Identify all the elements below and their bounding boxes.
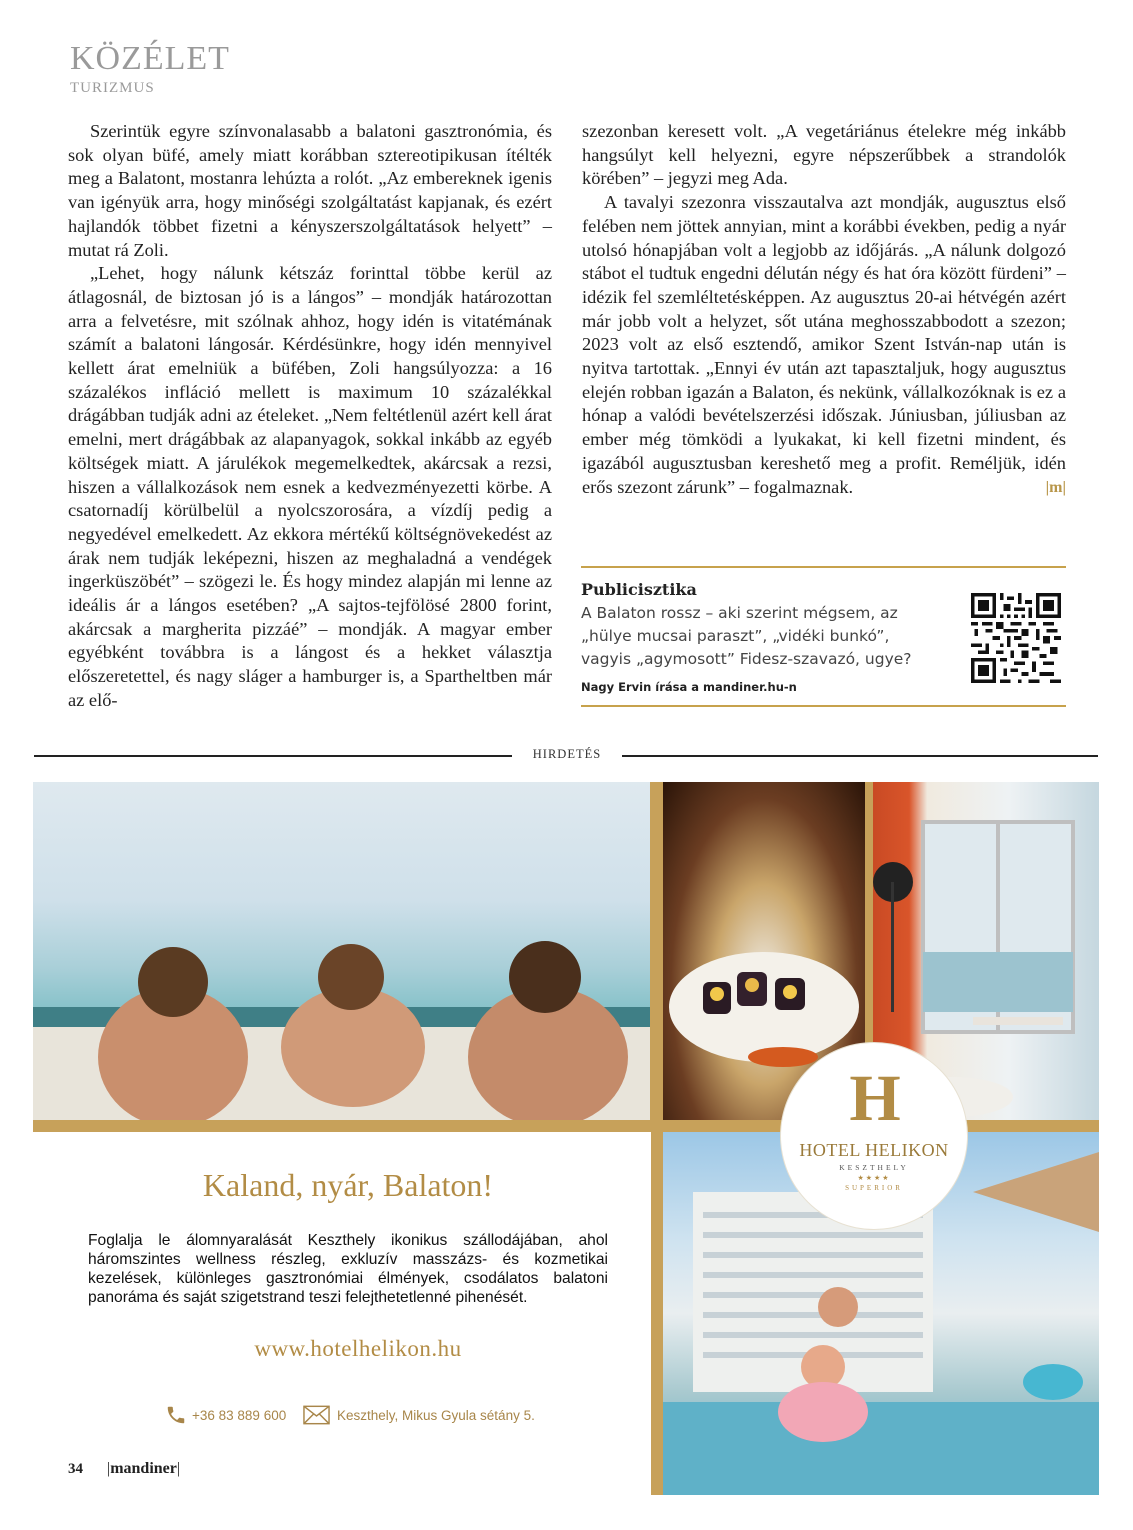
article-paragraph-text: A tavalyi szezonra visszautalva azt mondják, augusztus első felében nem jöttek annyian, mint a korábbi években, pedig a nyár utolsó hónapjában volt a legjobb az időjárás. „A nálunk dolgozó stábot el tudtuk engedni délután négy és hat óra között fürdeni” – idézik fel szemléltetésképpen. Az augusztus 20-ai hétvégén azért már jobb volt a helyzet, sőt utána meghosszabbodott a szezon; 2023 volt az első esztendő, amikor Szent István-nap után is nyitva tartottak. „Ennyi év után azt tapasztaljuk, hogy augusztus elején robban igazán a Balaton, és nekünk, vállalkozóknak is ez a hónap a valódi bevételszerzési időszak. Júniusban, júliusban az ember még tömködi a lyukakat, ki kell fizetni mindent, és igazából augusztusban kereshető meg a profit. Reméljük, idén erős szezont zárunk” – fogalmaznak. xyxy=(582,192,1066,497)
article-paragraph: Szerintük egyre színvonalasabb a balatoni gasztronómia, és sok olyan büfé, amely miatt korábban sztereotipikusan ítélték meg a Balatont, mostanra lehúzta a rolót. „Az embereknek igenis van igényük arra, hogy minőségi szolgáltatást kapjanak, és ezért hajlandók többet fizetni a kényszerszolgáltatások helyett” – mutat rá Zoli. xyxy=(68,121,552,260)
publicisztika-author: Nagy Ervin írása a mandiner.hu-n xyxy=(581,680,797,694)
hotel-logo-grade: SUPERIOR xyxy=(845,1184,903,1192)
phone-icon xyxy=(165,1404,187,1426)
pool-photo-illustration xyxy=(33,782,650,1120)
page-number: 34 xyxy=(68,1461,83,1477)
article-paragraph xyxy=(582,191,1066,499)
hotel-logo-icon: H xyxy=(849,1062,901,1135)
hotel-logo-city: KESZTHELY xyxy=(839,1163,909,1172)
ad-body-text: Foglalja le álomnyaralását Keszthely ikonikus szállodájában, ahol háromszintes wellness részleg, exkluzív masszázs- és kozmetikai kezelések, különleges gasztronómiai élmények, csodálatos balatoni panoráma és saját szigetstrand teszi felejthetetlenné pihenését. xyxy=(88,1232,608,1306)
brand-bar-right: | xyxy=(176,1460,181,1477)
brand-logo xyxy=(107,1460,180,1478)
ad-divider-left xyxy=(34,755,512,757)
ad-phone[interactable]: +36 83 889 600 xyxy=(192,1408,287,1423)
article-paragraph: szezonban keresett volt. „A vegetáriánus ételekre még inkább hangsúlyt kell helyezni, egyre népszerűbbek a strandolók körében” – jegyzi meg Ada. xyxy=(582,121,1066,189)
ad-divider-right xyxy=(622,755,1098,757)
brand-bar-left: | xyxy=(107,1460,111,1477)
subsection-title: TURIZMUS xyxy=(70,80,155,96)
qr-code-icon[interactable] xyxy=(971,593,1061,683)
article-right-column xyxy=(582,120,1066,499)
ad-label: HIRDETÉS xyxy=(532,747,602,761)
pool-photo xyxy=(33,782,650,1120)
article-left-column xyxy=(68,120,552,713)
section-title: KÖZÉLET xyxy=(70,40,230,77)
ad-address: Keszthely, Mikus Gyula sétány 5. xyxy=(337,1408,535,1423)
brand-name: mandiner xyxy=(110,1460,177,1477)
end-mark-icon: |m| xyxy=(1045,478,1066,496)
publicisztika-text[interactable]: A Balaton rossz – aki szerint mégsem, az „hülye mucsai paraszt”, „vidéki bunkó”, vagyis „agymosott” Fidesz-szavazó, ugye? xyxy=(581,604,912,668)
publicisztika-top-rule xyxy=(581,566,1066,568)
hotel-logo-stars: ★★★★ xyxy=(857,1174,891,1182)
publicisztika-bottom-rule xyxy=(581,705,1066,707)
ad-headline: Kaland, nyár, Balaton! xyxy=(202,1167,494,1203)
ad-website-link[interactable]: www.hotelhelikon.hu xyxy=(254,1336,462,1361)
article-paragraph: „Lehet, hogy nálunk kétszáz forinttal többe kerül az átlagosnál, de biztosan jó is a lángos” – mondják határozottan arra a felvetésre, mit szólnak ahhoz, hogy idén is vitatémának számít a balatoni lángosár. Kérdésünkre, hogy idén mennyivel kellett árat emelniük a büfében, Zoli hangsúlyozza: a 16 százalékos infláció mellett is maximum 10 százalékkal drágábban tudják adni az ételeket. „Nem feltétlenül azért kell árat emelni, mert drágábbak az alapanyagok, sokkal inkább az egyéb költségek miatt. A járulékok megemelkedtek, akárcsak a rezsi, hiszen a vállalkozások nem esnek a kedvezményezetti körbe. A csatornadíj körülbelül a nyolcszorosára, a vízdíj pedig a negyedével emelkedett. Az ekkora mértékű költségnövekedést az árak nem tudják leképezni, hiszen az meghaladná a vendégek ingerküszöbét” – szögezi le. És hogy mindez alapján mi lenne az ideális ár a lángos esetében? „A sajtos-tejfölösé 2800 forint, akárcsak a margherita pizzáé” – mondják. A magyar ember egyébként továbbra is a lángost és a hekket választja előszeretettel, és nagy sláger a hamburger is, a Spartheltben már az elő- xyxy=(68,263,552,710)
publicisztika-title: Publicisztika xyxy=(581,580,697,599)
envelope-icon xyxy=(303,1404,330,1426)
hotel-logo-name: HOTEL HELIKON xyxy=(799,1140,949,1160)
